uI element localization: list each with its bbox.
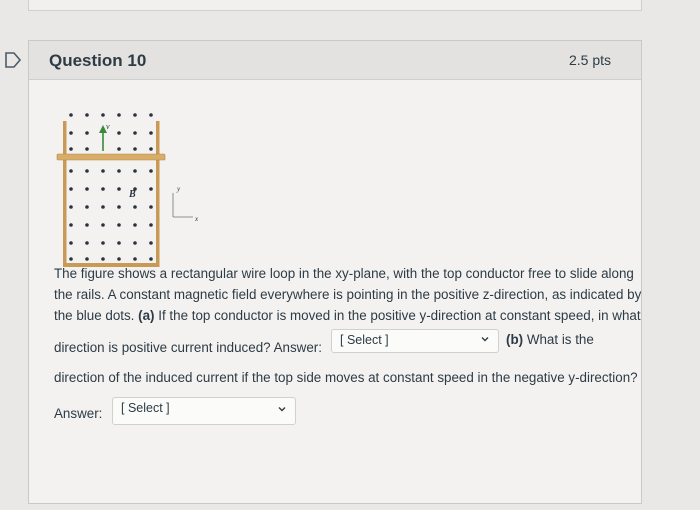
question-points: 2.5 pts (568, 52, 611, 68)
line-3-rest: If the top conductor is moved in the positive y-direction at constant speed, in what (158, 308, 641, 323)
part-b-label: (b) (506, 332, 524, 347)
question-title: Question 10 (49, 51, 147, 70)
field-label: B (129, 189, 136, 200)
line-4-rest: What is the (526, 332, 594, 347)
part-a-label: (a) (138, 308, 155, 323)
right-rail (156, 121, 160, 267)
question-line-4-prefix: direction is positive current induced? Answer: (54, 340, 322, 355)
flag-icon[interactable] (4, 50, 22, 70)
velocity-label: v (106, 122, 110, 131)
x-axis-label: x (195, 215, 199, 223)
answer-b-select[interactable] (112, 397, 296, 425)
question-line-1: The figure shows a rectangular wire loop in the xy-plane, with the top conductor free to slide along (54, 266, 634, 281)
chevron-down-icon (480, 334, 490, 344)
question-header (29, 41, 641, 80)
sliding-conductor (57, 154, 165, 160)
left-rail (63, 121, 67, 267)
answer-a-select[interactable] (331, 329, 499, 353)
wire-loop-figure (53, 109, 213, 269)
question-line-3 (54, 305, 641, 326)
question-card (28, 40, 642, 504)
answer-label: Answer: (54, 406, 103, 421)
line-3-prefix: the blue dots. (54, 308, 135, 323)
answer-a-value: [ Select ] (340, 333, 389, 347)
magnetic-field-dots (69, 113, 153, 261)
chevron-down-icon (277, 404, 287, 414)
question-line-2: the rails. A constant magnetic field everywhere is pointing in the positive z-direction, as indicated by (54, 287, 642, 302)
previous-question-card (28, 0, 642, 11)
question-line-4-tail (506, 329, 594, 350)
answer-b-value: [ Select ] (121, 401, 170, 415)
y-axis-label: y (177, 185, 181, 193)
question-line-5: direction of the induced current if the top side moves at constant speed in the negative y-direction? (54, 370, 638, 385)
